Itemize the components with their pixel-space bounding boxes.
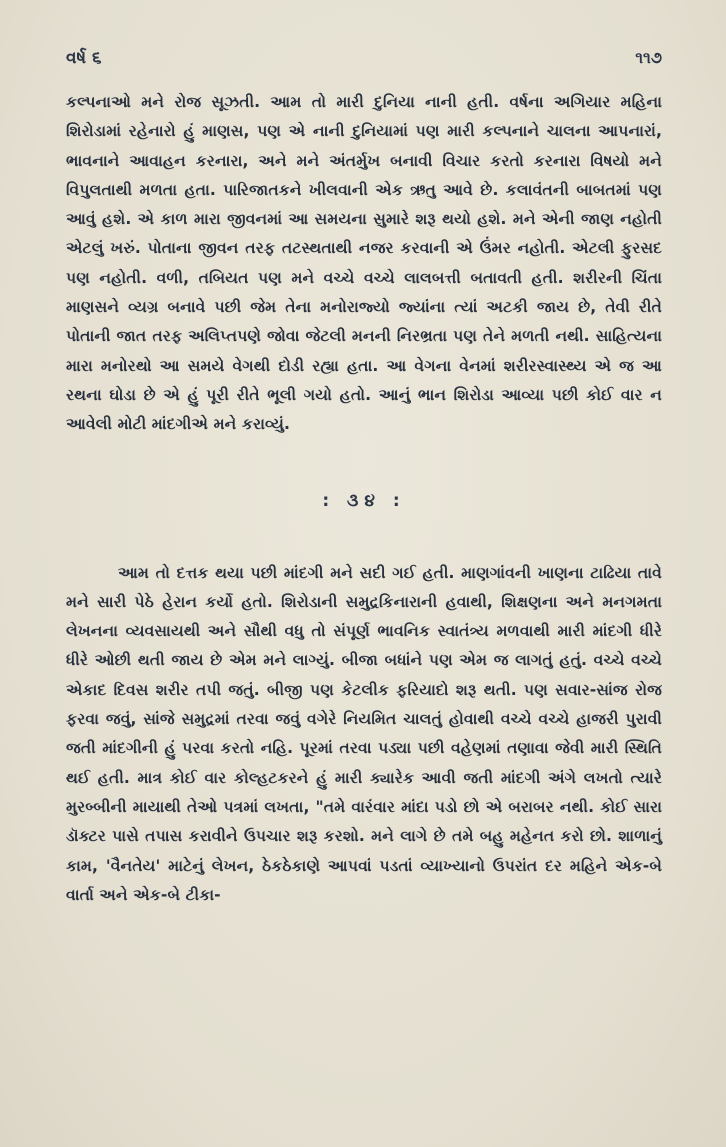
running-head: વર્ષ ૬ — [66, 48, 102, 68]
paragraph-2: આમ તો દત્તક થયા પછી માંદગી મને સદી ગઈ હતી. માણગાંવની ખાણના ટાઢિયા તાવે મને સારી પેઠે હેરાન કર્યો હતો. શિરોડાની સમુદ્રકિનારાની હવાથી, શિક્ષણના અને મનગમતા લેખનના વ્યવસાયથી અને સૌથી વધુ તો સંપૂર્ણ ભાવનિક સ્વાતંત્ર્ય મળવાથી મારી માંદગી ધીરે ધીરે ઓછી થતી જાય છે એમ મને લાગ્યું. બીજા બધાંને પણ એમ જ લાગતું હતું. વચ્ચે વચ્ચે એકાદ દિવસ શરીર તપી જતું. બીજી પણ કેટલીક ફરિયાદો શરૂ થતી. પણ સવાર-સાંજ રોજ ફરવા જવું, સાંજે સમુદ્રમાં તરવા જવું વગેરે નિયમિત ચાલતું હોવાથી વચ્ચે વચ્ચે હાજરી પુરાવી જતી માંદગીની હું પરવા કરતો નહિ. પૂરમાં તરવા પડ્યા પછી વહેણમાં તણાવા જેવી મારી સ્થિતિ થઈ હતી. માત્ર કોઈ વાર કોલ્હટકરને હું મારી ક્યારેક આવી જતી માંદગી અંગે લખતો ત્યારે મુરબ્બીની માયાથી તેઓ પત્રમાં લખતા, "તમે વારંવાર માંદા પડો છો એ બરાબર નથી. કોઈ સારા ડૉક્ટર પાસે તપાસ કરાવીને ઉપચાર શરૂ કરશો. મને લાગે છે તમે બહુ મહેનત કરો છો. શાળાનું કામ, 'વૈનતેય' માટેનું લેખન, ઠેકઠેકાણે આપવાં પડતાં વ્યાખ્યાનો ઉપરાંત દર મહિને એક-બે વાર્તા અને એક-બે ટીકા- — [66, 563, 662, 904]
page-header — [66, 48, 662, 88]
chapter-marker: : ૩૪ : — [322, 490, 406, 511]
paragraph-1: કલ્પનાઓ મને રોજ સૂઝતી. આમ તો મારી દુનિયા નાની હતી. વર્ષના અગિયાર મહિના શિરોડામાં રહેનારો હું માણસ, પણ એ નાની દુનિયામાં પણ મારી કલ્પનાને ચાલના આપનારાં, ભાવનાને આવાહન કરનારા, અને મને અંતર્મુખ બનાવી વિચાર કરતો કરનારા વિષયો મને વિપુલતાથી મળતા હતા. પારિજાતકને ખીલવાની એક ઋતુ આવે છે. કલાવંતની બાબતમાં પણ આવું હશે. એ કાળ મારા જીવનમાં આ સમયના સુમારે શરૂ થયો હશે. મને એની જાણ નહોતી એટલું ખરું. પોતાના જીવન તરફ તટસ્થતાથી નજર કરવાની એ ઉંમર નહોતી. એટલી ફુરસદ પણ નહોતી. વળી, તબિયત પણ મને વચ્ચે વચ્ચે લાલબત્તી બતાવતી હતી. શરીરની ચિંતા માણસને વ્યગ્ર બનાવે પછી જેમ તેના મનોરાજ્યો જ્યાંના ત્યાં અટકી જાય છે, તેવી રીતે પોતાની જાત તરફ અલિપ્તપણે જોવા જેટલી મનની નિરભ્રતા પણ તેને મળતી નથી. સાહિત્યના મારા મનોરથો આ સમયે વેગથી દોડી રહ્યા હતા. આ વેગના વેનમાં શરીરસ્વાસ્થ્ય એ જ આ રથના ઘોડા છે એ હું પૂરી રીતે ભૂલી ગયો હતો. આનું ભાન શિરોડા આવ્યા પછી કોઈ વાર ન આવેલી મોટી માંદગીએ મને કરાવ્યું. — [66, 93, 662, 434]
page-number: ૧૧૭ — [635, 48, 662, 67]
